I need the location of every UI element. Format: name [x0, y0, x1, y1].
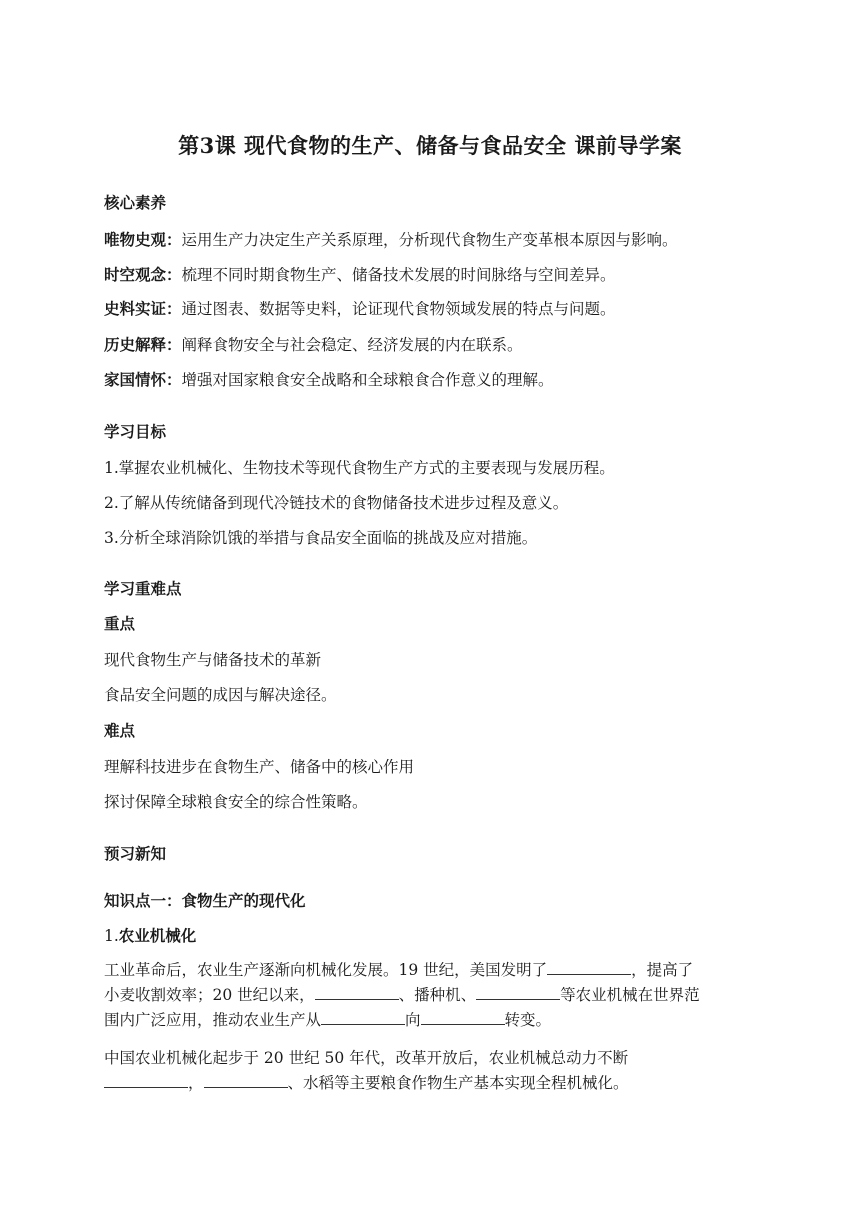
core-item-interpretation [104, 334, 523, 356]
goal-item-3: 3.分析全球消除饥饿的举措与食品安全面临的挑战及应对措施。 [104, 529, 538, 547]
paragraph-text: 、播种机、 [398, 986, 477, 1004]
core-item-text: 通过图表、数据等史料，论证现代食物领域发展的特点与问题。 [181, 300, 616, 318]
core-item-label: 史料实证： [104, 299, 182, 318]
paragraph-text: ，提高了 [631, 961, 694, 979]
subsection-number: 1. [104, 927, 119, 945]
key-item-1: 现代食物生产与储备技术的革新 [104, 651, 322, 669]
paragraph-text: 小麦收割效率；20 世纪以来， [104, 986, 315, 1004]
core-item-label: 唯物史观： [104, 230, 182, 249]
core-item-spacetime [104, 264, 616, 286]
paragraph-text: 、水稻等主要粮食作物生产基本实现全程机械化。 [287, 1074, 629, 1092]
difficulty-item-2: 探讨保障全球粮食安全的综合性策略。 [104, 793, 368, 811]
core-item-materialism [104, 229, 678, 251]
core-item-label: 历史解释： [104, 335, 182, 354]
fill-blank[interactable] [204, 1071, 288, 1088]
fill-blank[interactable] [421, 1008, 505, 1025]
paragraph-mechanization-history [104, 958, 756, 1033]
core-item-text: 运用生产力决定生产关系原理，分析现代食物生产变革根本原因与影响。 [181, 231, 678, 249]
core-item-evidence [104, 298, 616, 320]
difficulty-label: 难点 [104, 721, 136, 740]
core-item-label: 时空观念： [104, 265, 182, 284]
subsection-title: 农业机械化 [118, 926, 197, 945]
fill-blank[interactable] [321, 1008, 405, 1025]
paragraph-text: 围内广泛应用，推动农业生产从 [104, 1011, 322, 1029]
core-item-patriotism [104, 369, 554, 391]
paragraph-text: ， [188, 1074, 204, 1092]
preview-heading: 预习新知 [104, 844, 167, 863]
fill-blank[interactable] [547, 958, 631, 975]
difficulty-item-1: 理解科技进步在食物生产、储备中的核心作用 [104, 758, 415, 776]
keypoints-heading: 学习重难点 [104, 579, 182, 598]
core-item-text: 梳理不同时期食物生产、储备技术发展的时间脉络与空间差异。 [181, 266, 616, 284]
paragraph-text: 向 [405, 1011, 421, 1029]
paragraph-china-mechanization [104, 1046, 756, 1096]
goal-item-1: 1.掌握农业机械化、生物技术等现代食物生产方式的主要表现与发展历程。 [104, 459, 615, 477]
core-heading: 核心素养 [104, 193, 167, 212]
paragraph-text: 工业革命后，农业生产逐渐向机械化发展。19 世纪，美国发明了 [104, 961, 548, 979]
core-item-text: 阐释食物安全与社会稳定、经济发展的内在联系。 [181, 336, 523, 354]
paragraph-text: 等农业机械在世界范 [560, 986, 700, 1004]
knowledge-point-1-heading: 知识点一：食物生产的现代化 [104, 891, 306, 910]
fill-blank[interactable] [315, 983, 399, 1000]
goal-item-2: 2.了解从传统储备到现代冷链技术的食物储备技术进步过程及意义。 [104, 494, 569, 512]
fill-blank[interactable] [104, 1071, 188, 1088]
key-item-2: 食品安全问题的成因与解决途径。 [104, 686, 337, 704]
key-label: 重点 [104, 614, 136, 633]
paragraph-text: 转变。 [504, 1011, 552, 1029]
core-item-label: 家国情怀： [104, 370, 182, 389]
page-title: 第3课 现代食物的生产、储备与食品安全 课前导学案 [178, 133, 682, 158]
paragraph-text: 中国农业机械化起步于 20 世纪 50 年代，改革开放后，农业机械总动力不断 [104, 1049, 629, 1067]
subsection-agri-mechanization [104, 925, 196, 947]
goals-heading: 学习目标 [104, 422, 167, 441]
fill-blank[interactable] [476, 983, 560, 1000]
core-item-text: 增强对国家粮食安全战略和全球粮食合作意义的理解。 [181, 371, 554, 389]
